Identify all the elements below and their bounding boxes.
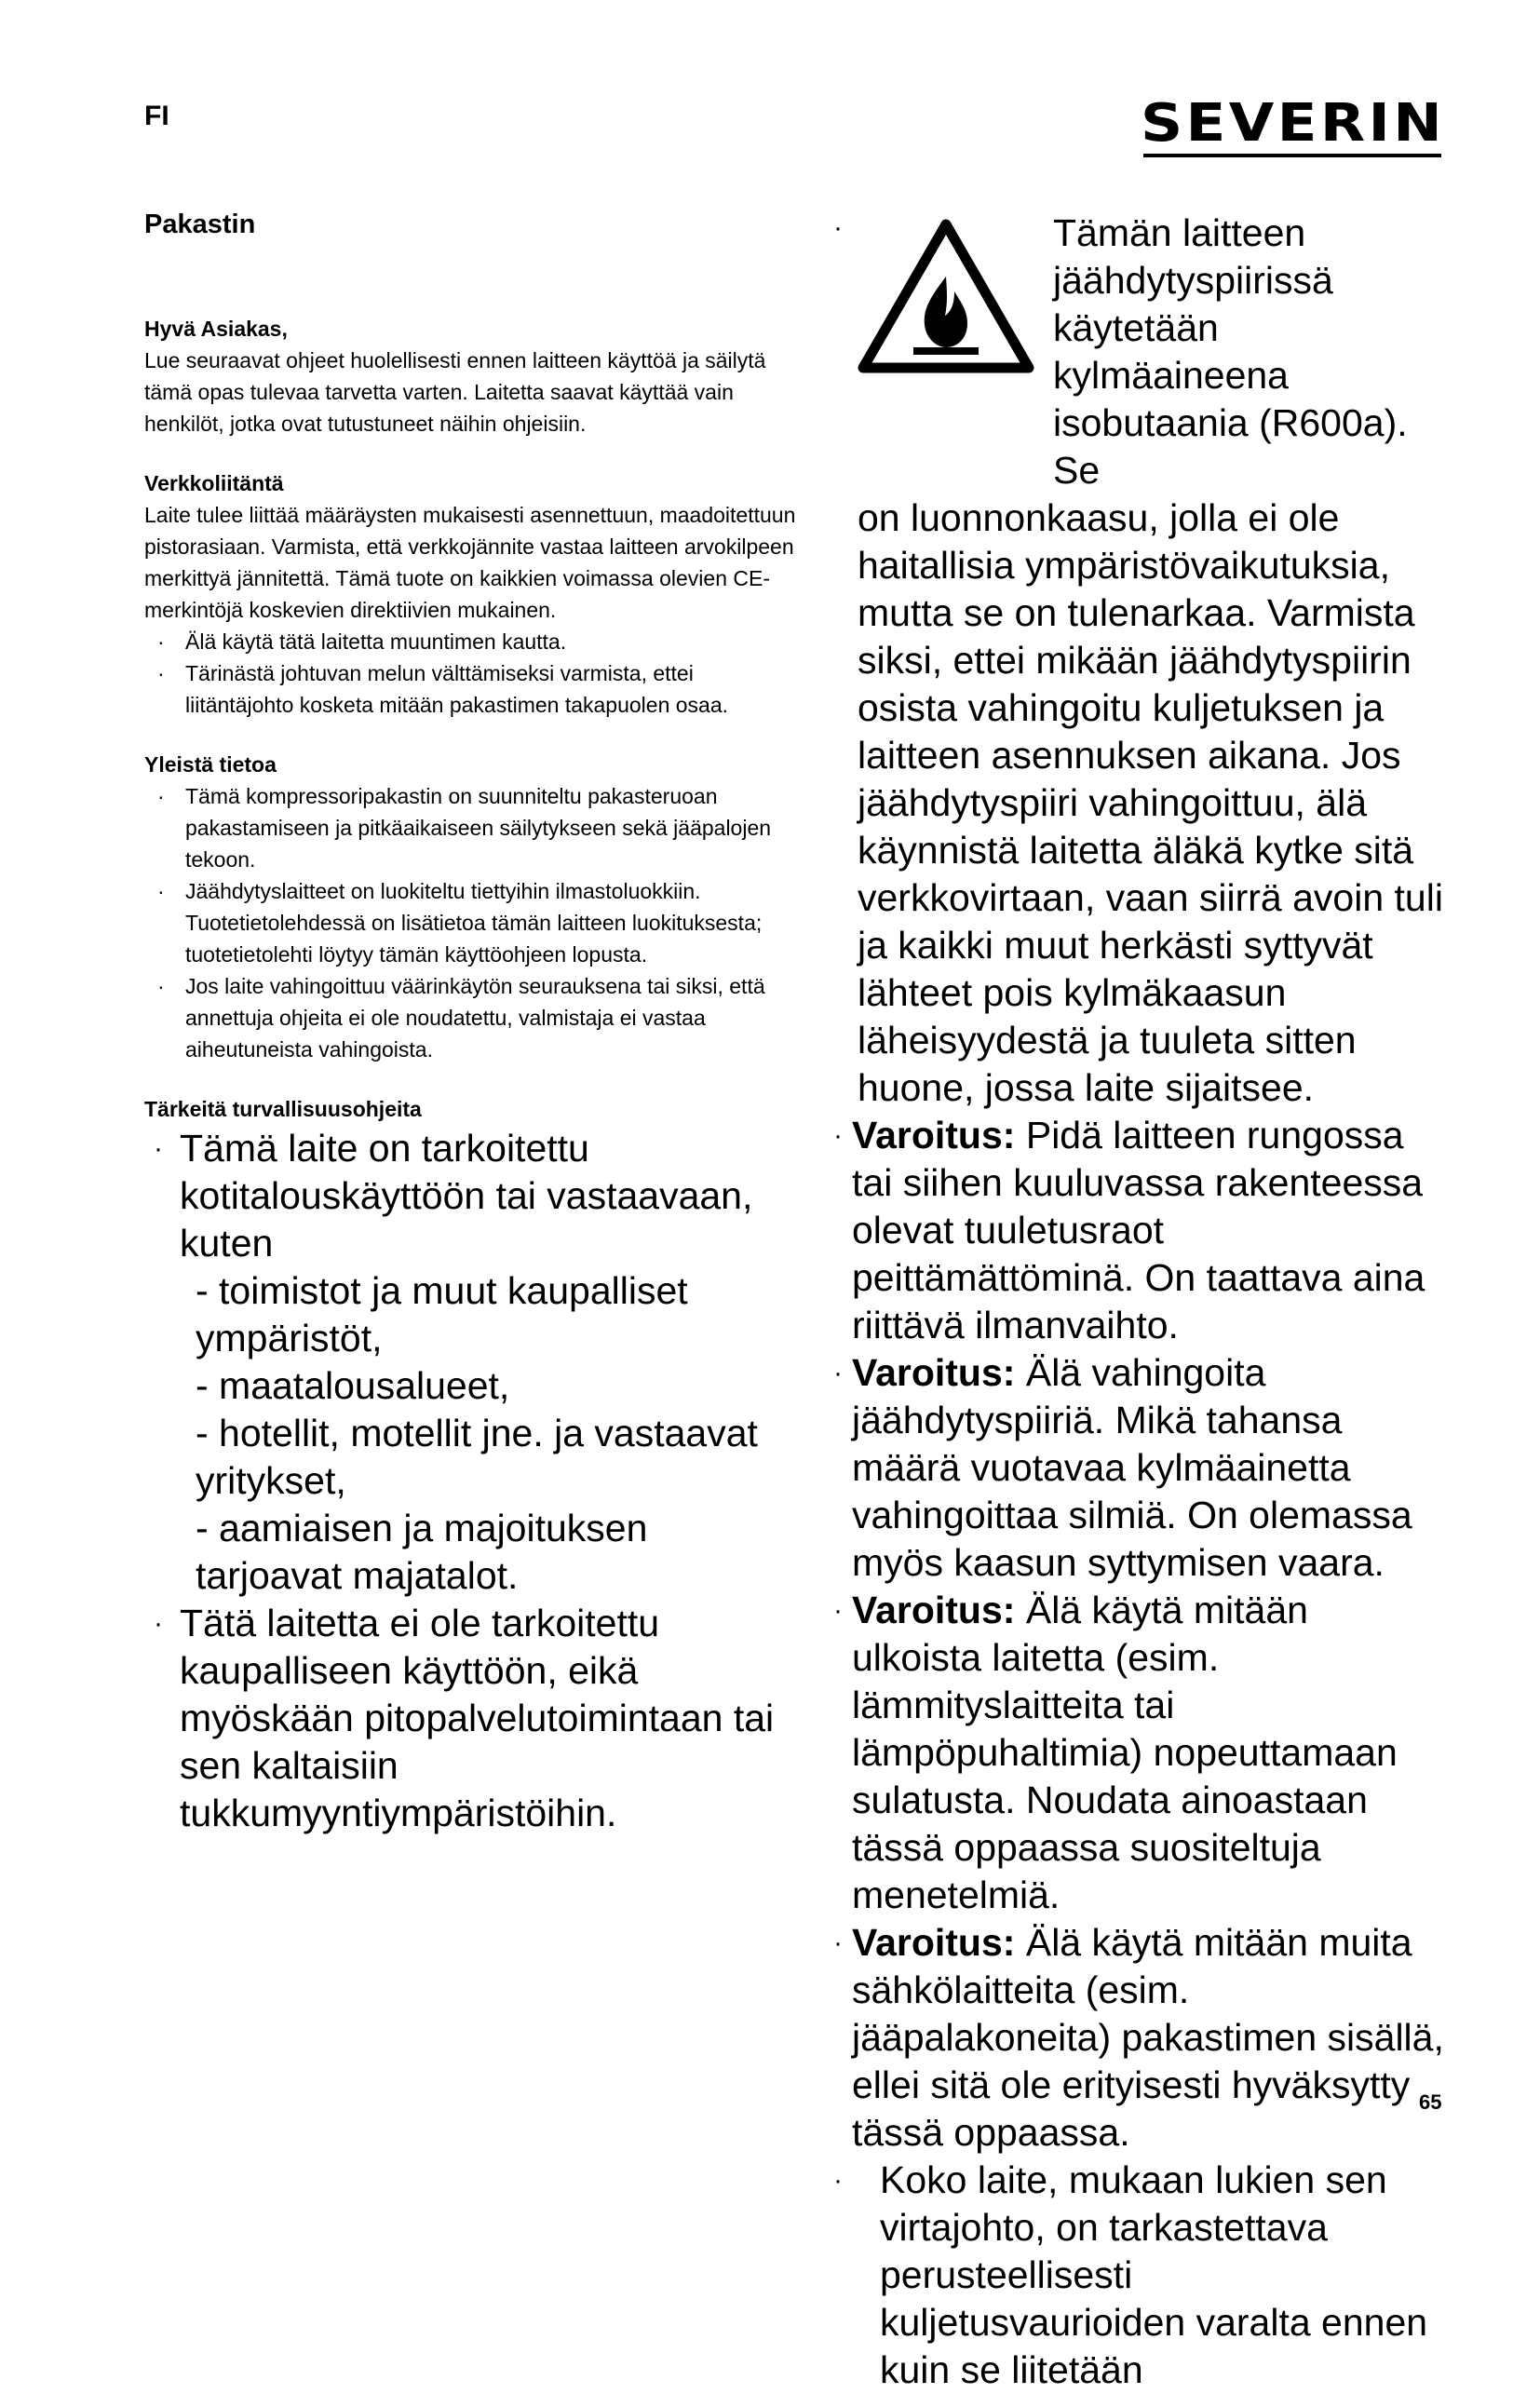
warning-item: · Varoitus: Älä vahingoita jäähdytyspiiriä. Mikä tahansa määrä vuotavaa kylmäainetta vahingoittaa silmiä. On olemassa myös kaasun syttymisen vaara. (833, 1351, 1412, 1584)
warning-item: · Varoitus: Älä käytä mitään ulkoista laitetta (esim. lämmityslaitteita tai lämpöpuhaltimia) nopeuttamaan sulatusta. Noudata ainoastaan tässä oppaassa suositeltuja menetelmiä. (833, 1589, 1398, 1916)
dear-customer-heading: Hyvä Asiakas, (144, 317, 288, 341)
warning-item: · Varoitus: Pidä laitteen rungossa tai siihen kuuluvassa rakenteessa olevat tuuletusraot peittämättöminä. On taattava aina riittävä ilmanvaihto. (833, 1114, 1425, 1346)
list-item: · Tätä laitetta ei ole tarkoitettu kaupalliseen käyttöön, eikä myöskään pitopalvelutoimintaan tai sen kaltaisiin tukkumyyntiympäristöihin. (154, 1602, 775, 1834)
sub-item: - hotellit, motellit jne. ja vastaavat yritykset, (196, 1412, 758, 1502)
sub-item: - toimistot ja muut kaupalliset ympäristöt, (196, 1269, 688, 1359)
hazard-text-b: on luonnonkaasu, jolla ei ole haitallisia ympäristövaikutuksia, mutta se on tulenarkaa. Varmista siksi, ettei mikään jäähdytyspiirin osista vahingoitu kuljetuksen ja laitteen asennuksen aikana. Jos jäähdytyspiiri vahingoittuu, älä käynnistä laitetta äläkä kytke sitä verkkovirtaan, vaan siirrä avoin tuli ja kaikki muut herkästi syttyvät lähteet pois kylmäkaasun läheisyydestä ja tuuleta sitten huone, jossa laite sijaitsee. (858, 496, 1443, 1109)
network-text: Laite tulee liittää määräysten mukaisesti asennettuun, maadoitettuun pistorasiaan. Varmista, että verkkojännite vastaa laitteen arvokilpeen merkittyä jännitettä. Tämä tuote on kaikkien voimassa olevien CE-merkintöjä koskevien direktiivien mukainen. (144, 503, 796, 622)
list-item: · Jos laite vahingoittuu väärinkäytön seurauksena tai siksi, että annettuja ohjeita ei ole noudatettu, valmistaja ei vastaa aiheutuneista vahingoista. (157, 974, 765, 1062)
list-item: · Tärinästä johtuvan melun välttämiseksi varmista, ettei liitäntäjohto kosketa mitään pakastimen takapuolen osaa. (157, 661, 729, 717)
list-item: · Älä käytä tätä laitetta muuntimen kautta. (157, 629, 567, 654)
list-item: · Jäähdytyslaitteet on luokiteltu tiettyihin ilmastoluokkiin. Tuotetietolehdessä on lisätietoa tämän laitteen luokituksesta; tuotetietolehti löytyy tämän käyttöohjeen lopusta. (157, 879, 763, 967)
sub-item: - aamiaisen ja majoituksen tarjoavat majatalot. (196, 1507, 648, 1597)
language-code: FI (144, 101, 169, 131)
page-number: 65 (1419, 2090, 1442, 2114)
network-section (144, 467, 796, 721)
safety-section (144, 1125, 796, 1837)
hazard-block: · Tämän laitteen jäähdytyspiirissä käytetään kylmäaineena isobutaania (R600a). Se (833, 210, 1448, 494)
warning-item: · Varoitus: Älä käytä mitään muita sähkölaitteita (esim. jääpalakoneita) pakastimen sisällä, ellei sitä ole erityisesti hyväksytty tässä oppaassa. (833, 1921, 1444, 2154)
list-item: · Tämä laite on tarkoitettu kotitalouskäyttöön tai vastaavaan, kuten (154, 1127, 753, 1265)
list-item: · Koko laite, mukaan lukien sen virtajohto, on tarkastettava perusteellisesti kuljetusvaurioiden varalta ennen kuin se liitetään (833, 2158, 1428, 2391)
page-title: Pakastin (144, 210, 256, 239)
dear-customer-section (144, 313, 796, 440)
sub-item: - maatalousalueet, (196, 1364, 510, 1407)
hazard-text-a: Tämän laitteen jäähdytyspiirissä käytetään kylmäaineena isobutaania (R600a). Se (1053, 211, 1408, 492)
dear-customer-text: Lue seuraavat ohjeet huolellisesti ennen laitteen käyttöä ja säilytä tämä opas tulevaa tarvetta varten. Laitetta saavat käyttää vain henkilöt, jotka ovat tutustuneet näihin ohjeisiin. (144, 348, 766, 436)
general-heading: Yleistä tietoa (144, 752, 277, 777)
logo-underline (1143, 154, 1441, 157)
right-column (833, 210, 1448, 2394)
flammable-warning-icon (858, 219, 1034, 388)
list-item: · Tämä kompressoripakastin on suunniteltu pakasteruoan pakastamiseen ja pitkäaikaiseen säilytykseen sekä jääpalojen tekoon. (157, 784, 772, 872)
safety-heading: Tärkeitä turvallisuusohjeita (144, 1097, 422, 1121)
network-heading: Verkkoliitäntä (144, 471, 284, 495)
general-section (144, 749, 796, 1065)
brand-logo: SEVERIN (1141, 93, 1446, 154)
left-column (144, 210, 796, 1837)
